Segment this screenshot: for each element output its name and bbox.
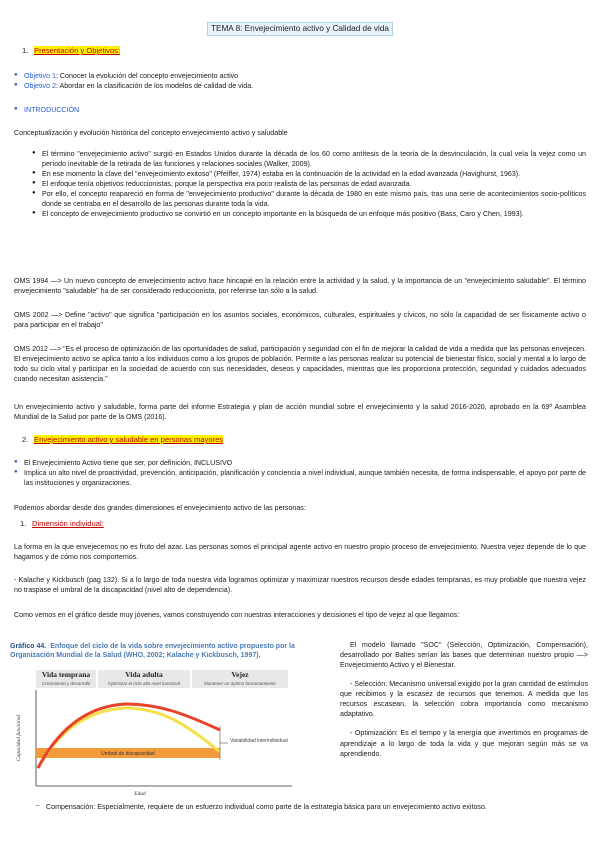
figure-label: Gráfico 44. [10, 643, 47, 650]
stage-1-sub: Crecimiento y desarrollo [41, 681, 91, 686]
bullet-dot-icon: ● [32, 210, 36, 217]
soc-selection: - Selección: Mecanismo universal exigido por la gran cantidad de estímulos que recibimos y la escasez de recursos que tenemos. A medida que los recursos escasean, la selección cobra importancia como mecanismo adaptativo. [340, 680, 588, 719]
x-axis-label: Edad [134, 791, 146, 797]
stage-2-sub: Optimizar el más alto nivel funcional [107, 681, 181, 686]
bullet-dot-icon: ● [32, 150, 36, 156]
objective-label: Objetivo 2 [24, 82, 56, 91]
soc-optimization: - Optimización: Es el tiempo y la energía que invertimos en programas de aprendizaje a lo largo de toda la vida y que mejoran según más se va aprendiendo. [340, 729, 588, 758]
concept-bullet-text: Por ello, el concepto reapareció en forma de "envejecimiento productivo" durante la década de 1980 en este mismo país, tras una serie de acontecimientos socio-políticos donde se centraba en el desarrollo de las personas durante toda la vida. [42, 190, 586, 209]
concept-bullet [32, 189, 586, 209]
oms-2002: OMS 2002 —> Define "activo" que significa "participación en los asuntos sociales, económicos, culturales, espirituales y cívicos, no sólo la capacidad de ser físicamente activo o para participar en el trabajo" [14, 311, 586, 330]
bullet-dot-icon: ● [14, 469, 18, 476]
section-2-number: 2. [22, 435, 29, 444]
threshold-label: Umbral de discapacidad [101, 751, 155, 757]
bullet-dot-icon: ● [32, 180, 36, 187]
oms-2012: OMS 2012 —> "Es el proceso de optimización de las oportunidades de salud, participación y seguridad con el fin de mejorar la calidad de vida a medida que las personas envejecen. El envejecimiento activo se aplica tanto a los individuos como a los grupos de población. Permite a las personas realizar su potencial de bienestar físico, social y mental a lo largo de todo su ciclo vital y participar en la sociedad de acuerdo con sus necesidades, deseos y capacidades, mientras que les proporciona protección, seguridad y cuidados adecuados cuando necesitan asistencia." [14, 345, 586, 384]
title-wrap [0, 22, 600, 36]
dimension-1-heading [20, 519, 104, 530]
soc-compensation: Compensación: Especialmente, requiere de un esfuerzo individual como parte de la estrategia básica para un envejecimiento activo exitoso. [46, 803, 487, 811]
soc-column [340, 640, 588, 768]
stage-3-sub: Mantener un óptimo funcionamiento [204, 681, 276, 686]
section-1-title: Presentación y Objetivos: [34, 46, 121, 55]
y-axis-label: Capacidad funcional [16, 714, 22, 762]
page-title: TEMA 8: Envejecimiento activo y Calidad de vida [207, 22, 393, 36]
graph-intro: Como vemos en el gráfico desde muy jóvenes, vamos construyendo con nuestras interacciones y decisiones el tipo de vejez al que llegamos: [14, 611, 460, 619]
concept-bullet [32, 149, 586, 169]
intro-heading [14, 105, 586, 115]
concept-bullet-text: El enfoque tenía objetivos reduccionistas, porque la perspectiva era poco realista de las personas de edad avanzada. [42, 180, 412, 189]
s2-bullet [14, 458, 586, 468]
soc-intro: El modelo llamado "SOC" (Selección, Optimización, Compensación), desarrollado por Baltes serían las bases que determinan nuestro propio —> Envejecimiento Activo y el Bienestar. [340, 641, 588, 670]
objective-label: Objetivo 1 [24, 72, 56, 80]
dimension-1-title: Dimensión individual: [32, 519, 104, 528]
red-curve [38, 704, 220, 768]
bullet-dot-icon: ● [14, 106, 18, 112]
soc-compensation-item [36, 802, 586, 812]
intro-label: INTRODUCCIÓN [24, 106, 80, 114]
concept-bullet-text: En ese momento la clave del "envejecimiento exitoso" (Pfeiffer, 1974) estaba en la continuación de la actividad en la edad avanzada (Havighurst, 1963). [42, 170, 521, 179]
objective-text: : Abordar en la clasificación de los modelos de calidad de vida. [55, 82, 254, 91]
stage-3-title: Vejez [231, 670, 249, 679]
s2-bullet [14, 468, 586, 488]
objective-text: : Conocer la evolución del concepto envejecimiento activo [55, 72, 239, 80]
kalache-paragraph: - Kalache y Kickbusch (pag 132). Si a lo largo de toda nuestra vida logramos optimizar y maximizar nuestros recursos desde edades tempranas, es muy probable que nuestra vejez no traspase el umbral de la discapacidad (nivel alto de dependencia). [14, 576, 586, 595]
concept-bullet [32, 209, 586, 219]
section-1-number: 1. [22, 46, 29, 55]
figure-caption-text: Enfoque del ciclo de la vida sobre envejecimiento activo propuesto por la Organización Mundial de la Salud (WHO, 2002; Kalache y Kickbusch, 1997). [10, 643, 295, 660]
dimensions-intro: Podemos abordar desde dos grandes dimensiones el envejecimiento activo de las personas: [14, 504, 306, 512]
oms-1994: OMS 1994 —> Un nuevo concepto de envejecimiento activo hace hincapié en la relación entre la actividad y la salud, y la importancia de un "envejecimiento saludable". El término envejecimiento "saludable" ha de ser considerado reduccionista, por referirse tan sólo a la salud. [14, 277, 586, 296]
bullet-dot-icon: ● [14, 82, 18, 89]
stage-1-title: Vida temprana [41, 670, 91, 679]
life-course-figure [10, 668, 328, 798]
bullet-dot-icon: ● [32, 190, 36, 197]
bullet-dash-icon: – [36, 803, 40, 809]
stage-2-title: Vida adulta [125, 670, 163, 679]
concept-bullet-text: El término "envejecimiento activo" surgió en Estados Unidos durante la década de los 60 como antítesis de la teoría de la desvinculación, la cual veía la vejez como un período inevitable de la retirada de las funciones y relaciones sociales (Walker, 2009). [42, 150, 586, 169]
concept-bullet [32, 169, 586, 179]
objectives-list [14, 71, 586, 91]
section-1-heading [22, 46, 120, 57]
compensation-bullet [36, 802, 586, 812]
figure-caption [10, 642, 328, 660]
dimension-1-number: 1. [20, 519, 27, 528]
section-2-heading [22, 435, 223, 446]
objective-item [14, 71, 586, 81]
intro-item [14, 105, 586, 115]
bullet-dot-icon: ● [32, 170, 36, 177]
bullet-dot-icon: ● [14, 72, 18, 78]
concept-bullets [32, 149, 586, 219]
bullet-dot-icon: ● [14, 459, 18, 465]
section-2-bullets [14, 458, 586, 488]
concept-heading: Conceptualización y evolución histórica del concepto envejecimiento activo y saludable [14, 129, 288, 137]
concept-bullet-text: El concepto de envejecimiento productivo se convirtió en un concepto importante en la búsqueda de un enfoque más positivo (Bass, Caro y Chen, 1993). [42, 210, 524, 219]
variability-label: Variabilidad interindividual [230, 738, 288, 744]
objective-item [14, 81, 586, 91]
strategy-paragraph: Un envejecimiento activo y saludable, forma parte del informe Estrategia y plan de acción mundial sobre el envejecimiento y la salud 2016-2020, aprobado en la 69ª Asamblea Mundial de la Salud por parte de la OMS (2016). [14, 403, 586, 422]
concept-bullet [32, 179, 586, 189]
section-2-title: Envejecimiento activo y saludable en personas mayores [34, 435, 224, 444]
s2-bullet-text: Implica un alto nivel de proactividad, prevención, anticipación, planificación y conciencia a nivel individual, aunque también necesita, de forma indispensable, el apoyo por parte de las instituciones y organizaciones. [24, 469, 586, 488]
dimension-1-text: La forma en la que envejecemos no es fruto del azar. Las personas somos el principal agente activo en nuestro propio proceso de envejecimiento. Nuestra vejez depende de lo que hagamos y de cómo nos comportemos. [14, 543, 586, 562]
s2-bullet-text: El Envejecimiento Activo tiene que ser, por definición, INCLUSIVO [24, 459, 233, 467]
